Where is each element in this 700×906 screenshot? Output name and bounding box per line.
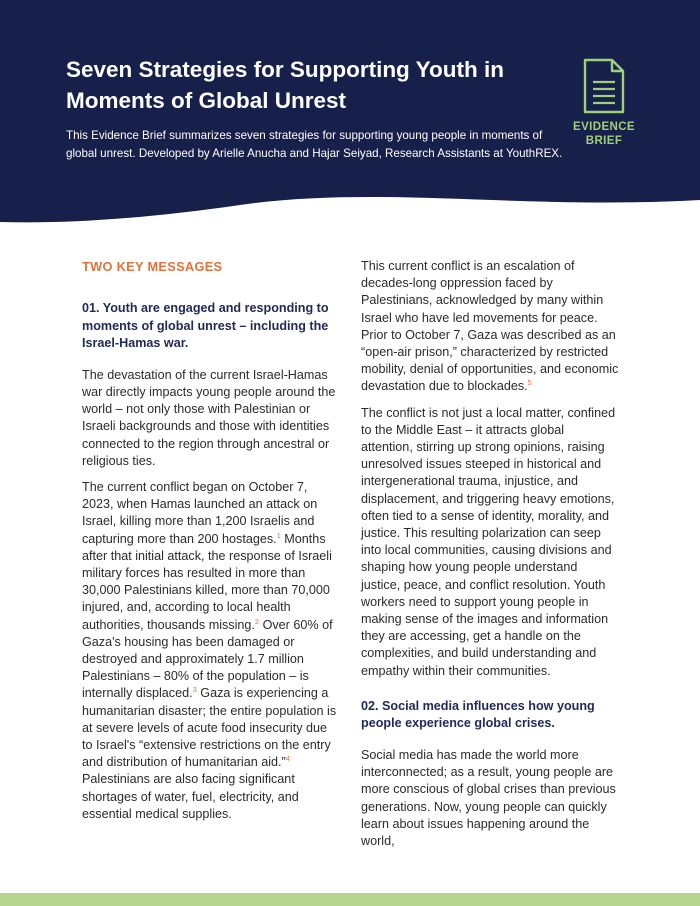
paragraph-social-media: Social media has made the world more interconnected; as a result, young people are more conscious of global crises than previous generations. Now, young people can quickly learn about issues happening around the world,	[361, 748, 616, 849]
key-message-2-heading: 02. Social media influences how young people experience global crises.	[361, 698, 595, 731]
footnote-ref: 5	[527, 378, 532, 388]
right-column	[361, 258, 619, 859]
footnote-ref: 4	[285, 754, 290, 764]
paragraph-conflict-facts: The current conflict began on October 7, 2023, when Hamas launched an attack on Israel, killing more than 1,200 Israelis and capturing more than 200 hostages.$^1$ Months after that initial attack, the response of Israeli military forces has resulted in more than 30,000 Palestinians killed, more than 70,000 injured, and, according to local health authorities, thousands missing.$^2$ Over 60% of Gaza's housing has been damaged or destroyed and approximately 1.7 million Palestinians – 80% of the population – is internally displaced.$^3$ Gaza is experiencing a humanitarian disaster; the entire population is at severe levels of acute food insecurity due to Israel's “extensive restrictions on the entry and distribution of humanitarian aid.”$^4$ Palestinians are also facing significant shortages of water, fuel, electricity, and essential medical supplies.	[82, 480, 337, 821]
page-title: Seven Strategies for Supporting Youth in Moments of Global Unrest	[66, 57, 504, 113]
paragraph-global-attention: The conflict is not just a local matter, confined to the Middle East – it attracts global attention, stirring up strong opinions, raising unresolved issues steeped in historical and intergenerational trauma, injustice, and displacement, and triggering heavy emotions, often tied to a sense of identity, morality, and justice. This resulting polarization can seep into local communities, causing divisions and shaping how young people understand justice, peace, and conflict resolution. Youth workers need to support young people in making sense of the images and information they are accessing, get a handle on the complexities, and build understanding and empathy within their communities.	[361, 405, 616, 678]
footer-bar	[0, 893, 700, 906]
document-icon	[582, 58, 626, 114]
footnote-ref: 3	[192, 685, 197, 695]
left-column	[82, 258, 340, 832]
intro-text: This Evidence Brief summarizes seven strategies for supporting young people in moments of global unrest. Developed by Arielle Anucha and Hajar Seiyad, Research Assistants at YouthREX.	[66, 129, 563, 160]
key-message-1-heading: 01. Youth are engaged and responding to moments of global unrest – including the Israel-Hamas war.	[82, 301, 329, 351]
paragraph-impact: The devastation of the current Israel-Hamas war directly impacts young people around the world – not only those with Palestinian or Israeli backgrounds and those with identities connected to the region through ancestral or religious ties.	[82, 367, 336, 468]
header-banner	[0, 0, 700, 230]
section-kicker: TWO KEY MESSAGES	[82, 259, 223, 274]
paragraph-escalation: This current conflict is an escalation of decades-long oppression faced by Palestinians, acknowledged by many within Israel who have led movements for peace. Prior to October 7, Gaza was described as an “open-air prison,” characterized by restricted mobility, denial of opportunities, and economic devastation due to blockades.$^5$	[361, 259, 619, 394]
badge-label: EVIDENCE BRIEF	[573, 121, 635, 147]
footnote-ref: 2	[254, 616, 260, 626]
evidence-brief-badge	[568, 58, 640, 148]
footnote-ref: 1	[276, 530, 281, 540]
